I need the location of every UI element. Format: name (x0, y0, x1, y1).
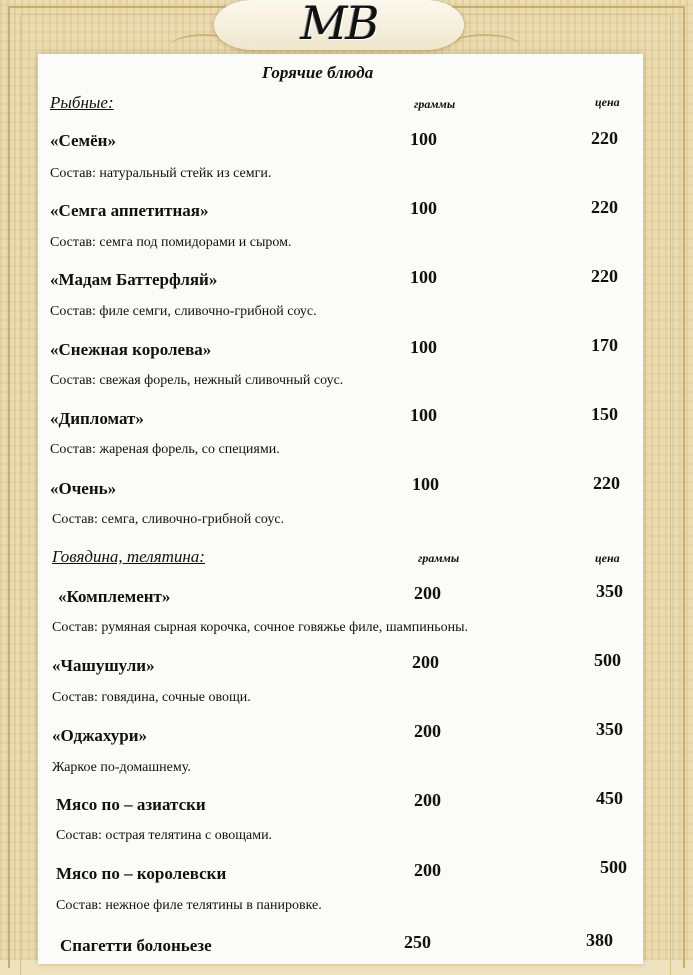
dish-name: «Чашушули» (52, 656, 155, 675)
logo-text: МВ (300, 0, 378, 50)
dish-grams: 250 (404, 932, 431, 952)
section-title-beef: Говядина, телятина: (52, 547, 205, 566)
dish-name: «Очень» (50, 479, 117, 498)
dish-name: «Снежная королева» (50, 340, 212, 359)
dish-grams: 100 (412, 474, 439, 494)
dish-name: «Комплемент» (58, 587, 171, 606)
dish-description: Состав: острая телятина с овощами. (56, 828, 273, 843)
price-header: цена (595, 551, 620, 565)
dish-price: 220 (591, 128, 618, 148)
dish-grams: 200 (414, 721, 441, 741)
dish-price: 220 (591, 197, 618, 217)
dish-name: «Дипломат» (50, 409, 144, 428)
dish-grams: 100 (410, 267, 437, 287)
dish-description: Состав: жареная форель, со специями. (50, 442, 280, 457)
dish-grams: 100 (410, 198, 437, 218)
dish-description: Состав: семга, сливочно-грибной соус. (52, 512, 285, 527)
dish-description: Состав: нежное филе телятины в панировке. (56, 898, 322, 913)
dish-price: 170 (591, 335, 618, 355)
dish-description: Жаркое по-домашнему. (52, 760, 191, 775)
dish-description: Состав: семга под помидорами и сыром. (50, 235, 292, 250)
dish-price: 500 (594, 650, 621, 670)
dish-price: 220 (593, 473, 620, 493)
dish-price: 450 (596, 788, 623, 808)
dish-grams: 200 (414, 790, 441, 810)
dish-name: «Мадам Баттерфляй» (50, 270, 218, 289)
dish-name: Спагетти болоньезе (60, 936, 212, 955)
dish-grams: 200 (414, 583, 441, 603)
dish-price: 220 (591, 266, 618, 286)
price-header: цена (595, 95, 620, 109)
dish-grams: 200 (412, 652, 439, 672)
grams-header: граммы (414, 97, 456, 111)
dish-name: «Семга аппетитная» (50, 201, 209, 220)
dish-price: 500 (600, 857, 627, 877)
dish-name: «Семён» (50, 131, 116, 150)
dish-price: 380 (586, 930, 613, 950)
section-title-fish: Рыбные: (50, 93, 114, 112)
dish-price: 150 (591, 404, 618, 424)
dish-description: Состав: румяная сырная корочка, сочное говяжье филе, шампиньоны. (52, 620, 468, 635)
dish-grams: 200 (414, 860, 441, 880)
dish-description: Состав: натуральный стейк из семги. (50, 166, 272, 181)
dish-price: 350 (596, 581, 623, 601)
grams-header: граммы (418, 551, 460, 565)
dish-description: Состав: филе семги, сливочно-грибной соус. (50, 304, 317, 319)
dish-name: Мясо по – азиатски (56, 795, 206, 814)
dish-description: Состав: говядина, сочные овощи. (52, 690, 251, 705)
dish-grams: 100 (410, 129, 437, 149)
page-title: Горячие блюда (262, 63, 374, 82)
dish-name: Мясо по – королевски (56, 864, 227, 883)
dish-grams: 100 (410, 337, 437, 357)
dish-name: «Оджахури» (52, 726, 148, 745)
dish-price: 350 (596, 719, 623, 739)
dish-description: Состав: свежая форель, нежный сливочный соус. (50, 373, 344, 388)
dish-grams: 100 (410, 405, 437, 425)
